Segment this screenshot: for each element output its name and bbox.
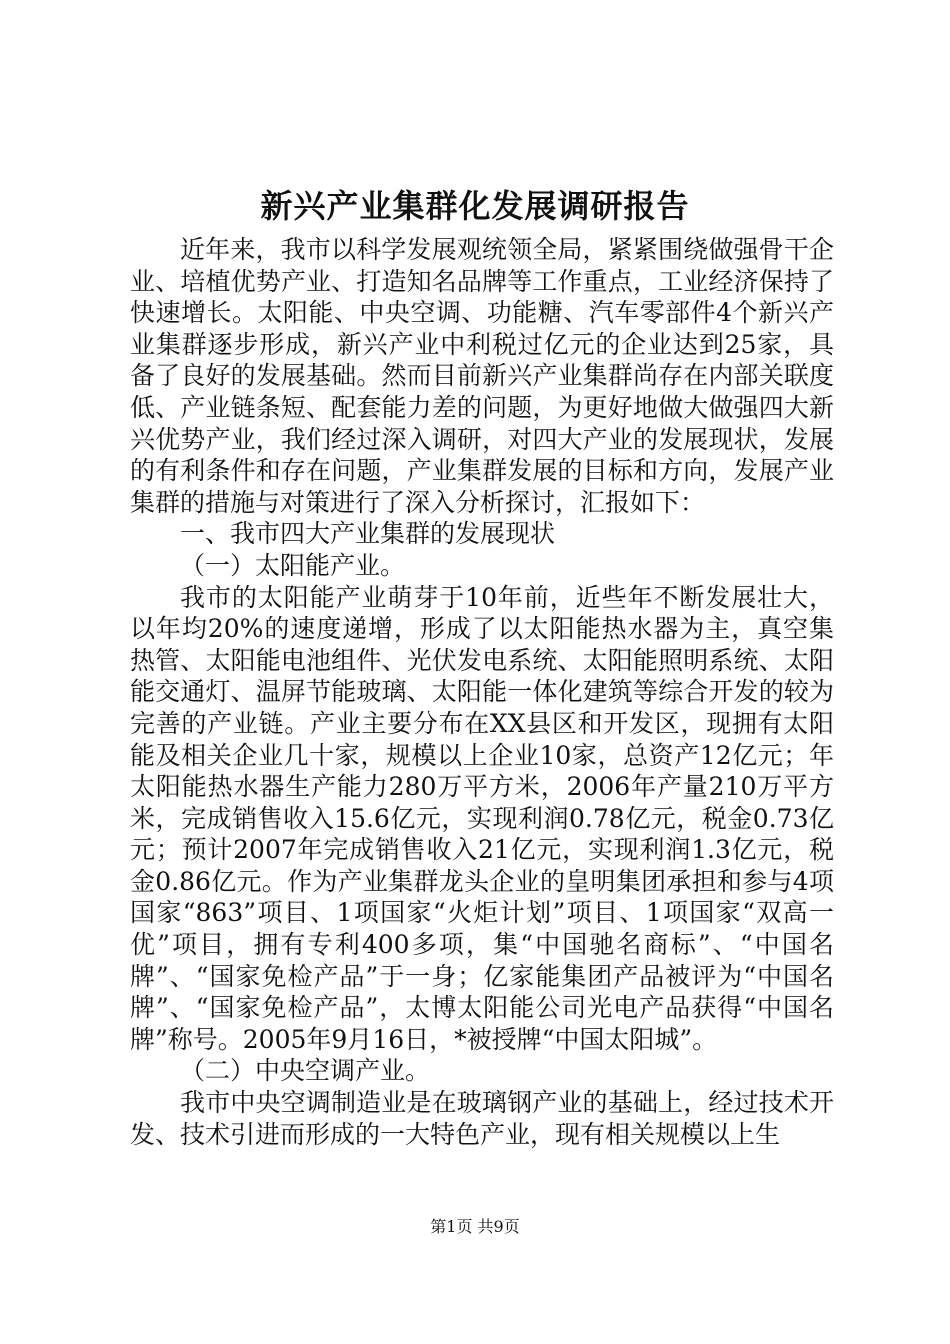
subsection-heading-hvac: （二）中央空调产业。 bbox=[180, 1056, 431, 1086]
page-footer: 第1页 共9页 bbox=[430, 1217, 520, 1236]
intro-paragraph: 近年来，我市以科学发展观统领全局，紧紧围绕做强骨干企业、培植优势产业、打造知名品牌等工作重点，工业经济保持了快速增长。太阳能、中央空调、功能糖、汽车零部件4个新兴产业集群逐步形成，新兴产业中利税过亿元的企业达到25家，具备了良好的发展基础。然而目前新兴产业集群尚存在内部关联度低、产业链条短、配套能力差的问题，为更好地做大做强四大新兴优势产业，我们经过深入调研，对四大产业的发展现状，发展的有利条件和存在问题，产业集群发展的目标和方向，发展产业集群的措施与对策进行了深入分析探讨，汇报如下： bbox=[130, 235, 834, 517]
section-heading-1: 一、我市四大产业集群的发展现状 bbox=[180, 519, 556, 549]
solar-paragraph: 我市的太阳能产业萌芽于10年前，近些年不断发展壮大，以年均20%的速度递增，形成了以太阳能热水器为主，真空集热管、太阳能电池组件、光伏发电系统、太阳能照明系统、太阳能交通灯、温屏节能玻璃、太阳能一体化建筑等综合开发的较为完善的产业链。产业主要分布在XX县区和开发区，现拥有太阳能及相关企业几十家，规模以上企业10家，总资产12亿元；年太阳能热水器生产能力280万平方米，2006年产量210万平方米，完成销售收入15.6亿元，实现利润0.78亿元，税金0.73亿元；预计2007年完成销售收入21亿元，实现利润1.3亿元，税金0.86亿元。作为产业集群龙头企业的皇明集团承担和参与4项国家“863”项目、1项国家“火炬计划”项目、1项国家“双高一优”项目，拥有专利400多项，集“中国驰名商标”、“中国名牌”、“国家免检产品”于一身；亿家能集团产品被评为“中国名牌”、“国家免检产品”，太博太阳能公司光电产品获得“中国名牌”称号。2005年9月16日，*被授牌“中国太阳城”。 bbox=[130, 582, 834, 1054]
document-body bbox=[130, 234, 834, 1150]
hvac-paragraph: 我市中央空调制造业是在玻璃钢产业的基础上，经过技术开发、技术引进而形成的一大特色产业，现有相关规模以上生 bbox=[130, 1088, 834, 1149]
subsection-heading-solar: （一）太阳能产业。 bbox=[180, 550, 406, 580]
document-title: 新兴产业集群化发展调研报告 bbox=[260, 187, 690, 225]
